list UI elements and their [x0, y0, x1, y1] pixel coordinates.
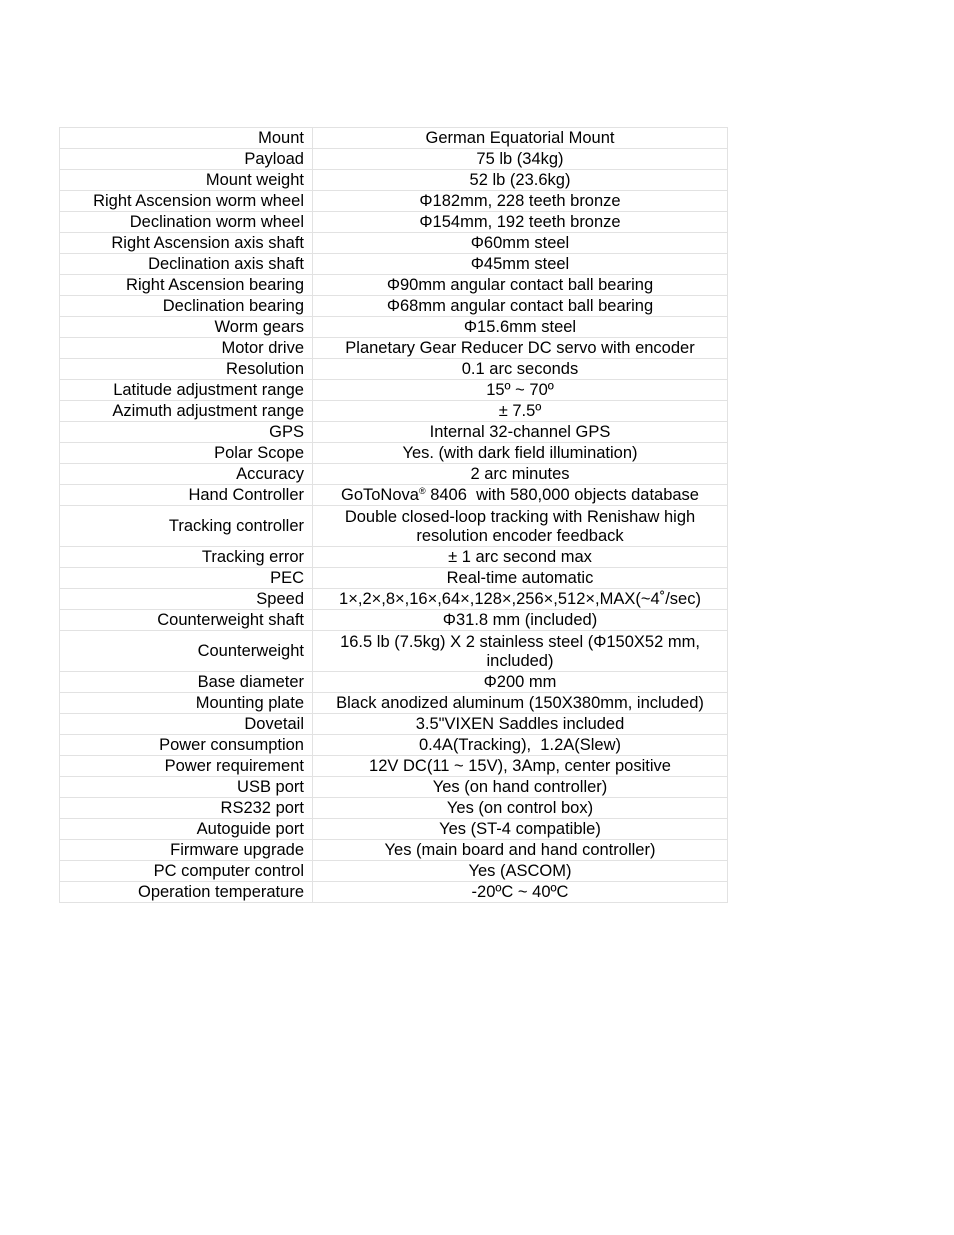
spec-value: Yes (ASCOM) — [313, 861, 728, 882]
spec-value: German Equatorial Mount — [313, 128, 728, 149]
spec-label: Power consumption — [60, 735, 313, 756]
spec-row-dec-axis-shaft — [60, 254, 728, 275]
spec-value: Φ31.8 mm (included) — [313, 610, 728, 631]
spec-value: 0.1 arc seconds — [313, 359, 728, 380]
spec-label: Polar Scope — [60, 443, 313, 464]
spec-row-ra-bearing — [60, 275, 728, 296]
spec-label: RS232 port — [60, 798, 313, 819]
spec-row-latitude-range — [60, 380, 728, 401]
spec-label: Dovetail — [60, 714, 313, 735]
spec-row-firmware-upgrade — [60, 840, 728, 861]
spec-value — [313, 485, 728, 506]
spec-value: 3.5"VIXEN Saddles included — [313, 714, 728, 735]
spec-value: Planetary Gear Reducer DC servo with encoder — [313, 338, 728, 359]
spec-value: Black anodized aluminum (150X380mm, included) — [313, 693, 728, 714]
spec-row-payload — [60, 149, 728, 170]
spec-label: PC computer control — [60, 861, 313, 882]
spec-value: Yes (on hand controller) — [313, 777, 728, 798]
spec-row-azimuth-range — [60, 401, 728, 422]
spec-value: 1×,2×,8×,16×,64×,128×,256×,512×,MAX(~4˚/sec) — [313, 589, 728, 610]
spec-row-usb-port — [60, 777, 728, 798]
spec-row-pc-control — [60, 861, 728, 882]
spec-row-operation-temperature — [60, 882, 728, 903]
spec-label: Accuracy — [60, 464, 313, 485]
spec-value: 16.5 lb (7.5kg) X 2 stainless steel (Φ150X52 mm, included) — [313, 631, 728, 672]
spec-row-autoguide-port — [60, 819, 728, 840]
spec-label: Worm gears — [60, 317, 313, 338]
spec-value: 0.4A(Tracking), 1.2A(Slew) — [313, 735, 728, 756]
value-suffix: 8406 with 580,000 objects database — [425, 486, 699, 504]
spec-value: Double closed-loop tracking with Renishaw high resolution encoder feedback — [313, 506, 728, 547]
spec-table — [59, 127, 728, 903]
spec-row-dec-bearing — [60, 296, 728, 317]
spec-row-dec-worm-wheel — [60, 212, 728, 233]
spec-row-tracking-error — [60, 547, 728, 568]
spec-value: Φ68mm angular contact ball bearing — [313, 296, 728, 317]
spec-row-mount-weight — [60, 170, 728, 191]
spec-label: Counterweight shaft — [60, 610, 313, 631]
spec-label: GPS — [60, 422, 313, 443]
spec-value: Φ200 mm — [313, 672, 728, 693]
spec-label: Hand Controller — [60, 485, 313, 506]
spec-label: Azimuth adjustment range — [60, 401, 313, 422]
spec-row-gps — [60, 422, 728, 443]
spec-row-worm-gears — [60, 317, 728, 338]
spec-value: Yes (main board and hand controller) — [313, 840, 728, 861]
spec-label: Tracking error — [60, 547, 313, 568]
registered-mark: ® — [418, 486, 426, 496]
spec-value: -20ºC ~ 40ºC — [313, 882, 728, 903]
spec-value: Yes (on control box) — [313, 798, 728, 819]
spec-row-counterweight-shaft — [60, 610, 728, 631]
spec-row-polar-scope — [60, 443, 728, 464]
spec-value: Φ154mm, 192 teeth bronze — [313, 212, 728, 233]
spec-value: Internal 32-channel GPS — [313, 422, 728, 443]
spec-row-pec — [60, 568, 728, 589]
spec-value: 2 arc minutes — [313, 464, 728, 485]
spec-value: Yes (ST-4 compatible) — [313, 819, 728, 840]
spec-row-ra-axis-shaft — [60, 233, 728, 254]
spec-row-speed — [60, 589, 728, 610]
spec-label: Resolution — [60, 359, 313, 380]
spec-value: Real-time automatic — [313, 568, 728, 589]
spec-value: Φ60mm steel — [313, 233, 728, 254]
spec-value: ± 7.5º — [313, 401, 728, 422]
spec-row-resolution — [60, 359, 728, 380]
spec-row-accuracy — [60, 464, 728, 485]
spec-label: Tracking controller — [60, 506, 313, 547]
spec-row-hand-controller — [60, 485, 728, 506]
spec-label: Firmware upgrade — [60, 840, 313, 861]
spec-row-ra-worm-wheel — [60, 191, 728, 212]
spec-value: Yes. (with dark field illumination) — [313, 443, 728, 464]
spec-row-power-consumption — [60, 735, 728, 756]
spec-label: Operation temperature — [60, 882, 313, 903]
spec-value: 15º ~ 70º — [313, 380, 728, 401]
spec-label: Power requirement — [60, 756, 313, 777]
spec-value: 75 lb (34kg) — [313, 149, 728, 170]
spec-label: Counterweight — [60, 631, 313, 672]
spec-label: Latitude adjustment range — [60, 380, 313, 401]
spec-row-power-requirement — [60, 756, 728, 777]
spec-label: Right Ascension axis shaft — [60, 233, 313, 254]
spec-label: Motor drive — [60, 338, 313, 359]
spec-label: Declination worm wheel — [60, 212, 313, 233]
spec-label: Speed — [60, 589, 313, 610]
spec-value: Φ15.6mm steel — [313, 317, 728, 338]
spec-label: Mount weight — [60, 170, 313, 191]
spec-value: Φ182mm, 228 teeth bronze — [313, 191, 728, 212]
spec-label: Base diameter — [60, 672, 313, 693]
spec-label: Payload — [60, 149, 313, 170]
spec-value: 52 lb (23.6kg) — [313, 170, 728, 191]
spec-row-tracking-controller — [60, 506, 728, 547]
spec-label: USB port — [60, 777, 313, 798]
spec-value: 12V DC(11 ~ 15V), 3Amp, center positive — [313, 756, 728, 777]
spec-row-counterweight — [60, 631, 728, 672]
spec-row-motor-drive — [60, 338, 728, 359]
spec-row-mount — [60, 128, 728, 149]
spec-label: PEC — [60, 568, 313, 589]
spec-label: Declination axis shaft — [60, 254, 313, 275]
spec-row-base-diameter — [60, 672, 728, 693]
spec-label: Mounting plate — [60, 693, 313, 714]
spec-label: Mount — [60, 128, 313, 149]
spec-label: Declination bearing — [60, 296, 313, 317]
spec-value: Φ45mm steel — [313, 254, 728, 275]
spec-row-rs232-port — [60, 798, 728, 819]
spec-row-mounting-plate — [60, 693, 728, 714]
spec-label: Right Ascension worm wheel — [60, 191, 313, 212]
spec-label: Right Ascension bearing — [60, 275, 313, 296]
spec-value: ± 1 arc second max — [313, 547, 728, 568]
spec-value: Φ90mm angular contact ball bearing — [313, 275, 728, 296]
value-prefix: GoToNova — [341, 486, 419, 504]
spec-label: Autoguide port — [60, 819, 313, 840]
spec-row-dovetail — [60, 714, 728, 735]
